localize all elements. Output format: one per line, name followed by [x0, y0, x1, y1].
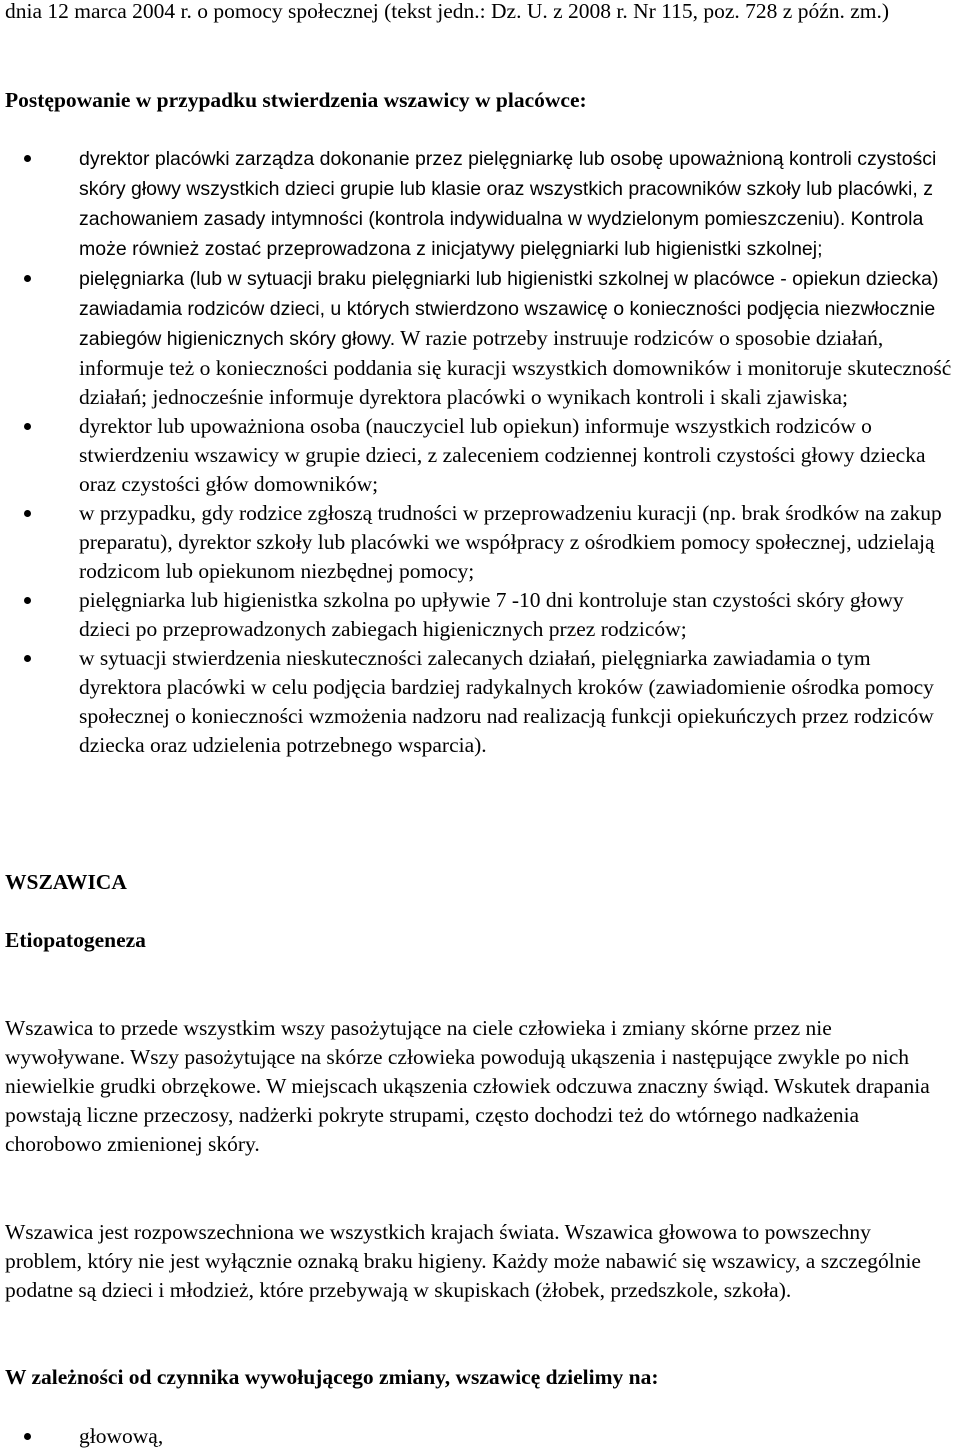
procedure-item-6-text: w sytuacji stwierdzenia nieskuteczności zalecanych działań, pielęgniarka zawiadamia o tym dyrektora placówki w celu podjęcia bardziej radykalnych kroków (zawiadomienie ośrodka pomocy społecznej o konieczności wzmożenia nadzoru nad realizacją funkcji opiekuńczych przez rodziców dziecka oraz udzielenia potrzebnego wsparcia).	[79, 646, 934, 757]
procedure-item-6	[5, 644, 957, 760]
procedure-item-4	[5, 499, 957, 586]
bullet-icon	[24, 510, 31, 517]
bullet-icon	[24, 655, 31, 662]
procedure-item-1	[5, 144, 957, 264]
section-title: WSZAWICA	[5, 870, 127, 894]
types-list	[5, 1422, 957, 1451]
types-heading: W zależności od czynnika wywołującego zmiany, wszawicę dzielimy na:	[5, 1365, 659, 1389]
procedure-item-2	[5, 264, 957, 412]
paragraph-1: Wszawica to przede wszystkim wszy pasożytujące na ciele człowieka i zmiany skórne przez nie wywoływane. Wszy pasożytujące na skórze człowieka powodują ukąszenia i następujące zwykle po nich niewielkie grudki obrzękowe. W miejscach ukąszenia człowiek odczuwa znaczny świąd. Wskutek drapania powstają liczne przeczosy, nadżerki pokryte strupami, często dochodzi też do wtórnego nadkażenia chorobowo zmienionej skóry.	[5, 1016, 930, 1156]
procedure-item-2-text: pielęgniarka (lub w sytuacji braku pielęgniarki lub higienistki szkolnej w placówce - opiekun dziecka) zawiadamia rodziców dzieci, u których stwierdzono wszawicę o konieczności podjęcia niezwłocznie zabiegów higienicznych skóry głowy.	[79, 268, 939, 350]
procedure-item-5-text: pielęgniarka lub higienistka szkolna po upływie 7 -10 dni kontroluje stan czystości skóry głowy dzieci po przeprowadzonych zabiegach higienicznych przez rodziców;	[79, 588, 904, 641]
procedure-item-5	[5, 586, 957, 644]
subsection-title: Etiopatogeneza	[5, 928, 146, 952]
procedure-heading: Postępowanie w przypadku stwierdzenia wszawicy w placówce:	[5, 88, 587, 112]
paragraph-2: Wszawica jest rozpowszechniona we wszystkich krajach świata. Wszawica głowowa to powszechny problem, który nie jest wyłącznie oznaką braku higieny. Każdy może nabawić się wszawicy, a szczególnie podatne są dzieci i młodzież, które przebywają w skupiskach (żłobek, przedszkole, szkoła).	[5, 1220, 921, 1302]
bullet-icon	[24, 155, 31, 162]
bullet-icon	[24, 423, 31, 430]
procedure-list	[5, 144, 957, 760]
types-item-1-text: głowową,	[79, 1424, 164, 1448]
bullet-icon	[24, 597, 31, 604]
procedure-item-2-text-cont: W razie potrzeby instruuje rodziców o sposobie działań, informuje też o konieczności poddania się kuracji wszystkich domowników i monitoruje skuteczność działań; jednocześnie informuje dyrektora placówki o wynikach kontroli i skali zjawiska;	[79, 326, 952, 409]
bullet-icon	[24, 1433, 31, 1440]
types-item-1	[5, 1422, 957, 1451]
procedure-item-4-text: w przypadku, gdy rodzice zgłoszą trudności w przeprowadzeniu kuracji (np. brak środków na zakup preparatu), dyrektor szkoły lub placówki we współpracy z ośrodkiem pomocy społecznej, udzielają rodzicom lub opiekunom niezbędnej pomocy;	[79, 501, 942, 583]
procedure-item-3	[5, 412, 957, 499]
procedure-item-3-text: dyrektor lub upoważniona osoba (nauczyciel lub opiekun) informuje wszystkich rodziców o stwierdzeniu wszawicy w grupie dzieci, z zaleceniem codziennej kontroli czystości głowy dziecka oraz czystości głów domowników;	[79, 414, 926, 496]
bullet-icon	[24, 275, 31, 282]
intro-line: dnia 12 marca 2004 r. o pomocy społecznej (tekst jedn.: Dz. U. z 2008 r. Nr 115, poz. 728 z późn. zm.)	[5, 0, 890, 23]
procedure-item-1-text: dyrektor placówki zarządza dokonanie przez pielęgniarkę lub osobę upoważnioną kontroli czystości skóry głowy wszystkich dzieci grupie lub klasie oraz wszystkich pracowników szkoły lub placówki, z zachowaniem zasady intymności (kontrola indywidualna w wydzielonym pomieszczeniu). Kontrola może również zostać przeprowadzona z inicjatywy pielęgniarki lub higienistki szkolnej;	[79, 148, 937, 260]
